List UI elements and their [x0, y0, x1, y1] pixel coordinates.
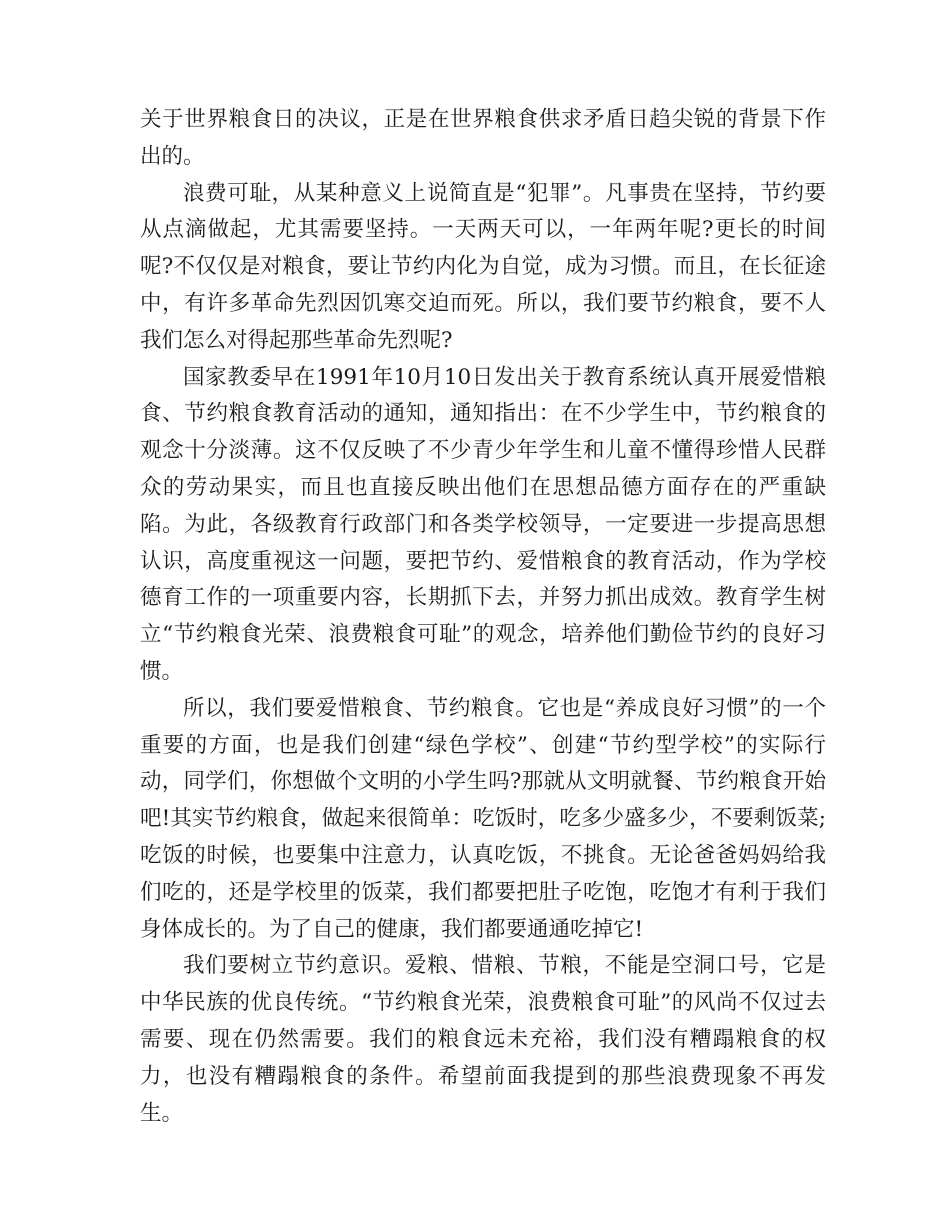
- paragraph-waste-shame: 浪费可耻，从某种意义上说简直是“犯罪”。凡事贵在坚持，节约要从点滴做起，尤其需要坚持。一天两天可以，一年两年呢?更长的时间呢?不仅仅是对粮食，要让节约内化为自觉，成为习惯。而且，在长征途中，有许多革命先烈因饥寒交迫而死。所以，我们要节约粮食，要不人我们怎么对得起那些革命先烈呢?: [140, 180, 826, 353]
- paragraph-education-notice: 国家教委早在1991年10月10日发出关于教育系统认真开展爱惜粮食、节约粮食教育活动的通知，通知指出：在不少学生中，节约粮食的观念十分淡薄。这不仅反映了不少青少年学生和儿童不懂得珍惜人民群众的劳动果实，而且也直接反映出他们在思想品德方面存在的严重缺陷。为此，各级教育行政部门和各类学校领导，一定要进一步提高思想认识，高度重视这一问题，要把节约、爱惜粮食的教育活动，作为学校德育工作的一项重要内容，长期抓下去，并努力抓出成效。教育学生树立“节约粮食光荣、浪费粮食可耻”的观念，培养他们勤俭节约的良好习惯。: [140, 364, 826, 684]
- paragraph-cherish-food: 所以，我们要爱惜粮食、节约粮食。它也是“养成良好习惯”的一个重要的方面，也是我们创建“绿色学校”、创建“节约型学校”的实际行动，同学们，你想做个文明的小学生吗?那就从文明就餐、节约粮食开始吧!其实节约粮食，做起来很简单：吃饭时，吃多少盛多少，不要剩饭菜;吃饭的时候，也要集中注意力，认真吃饭，不挑食。无论爸爸妈妈给我们吃的，还是学校里的饭菜，我们都要把肚子吃饱，吃饱才有利于我们身体成长的。为了自己的健康，我们都要通通吃掉它!: [140, 695, 826, 942]
- document-body: [140, 102, 826, 1132]
- paragraph-saving-awareness: 我们要树立节约意识。爱粮、惜粮、节粮，不能是空洞口号，它是中华民族的优良传统。“节约粮食光荣，浪费粮食可耻”的风尚不仅过去需要、现在仍然需要。我们的粮食远未充裕，我们没有糟蹋粮食的权力，也没有糟蹋粮食的条件。希望前面我提到的那些浪费现象不再发生。: [140, 953, 826, 1126]
- paragraph-continuation: 关于世界粮食日的决议，正是在世界粮食供求矛盾日趋尖锐的背景下作出的。: [140, 107, 826, 169]
